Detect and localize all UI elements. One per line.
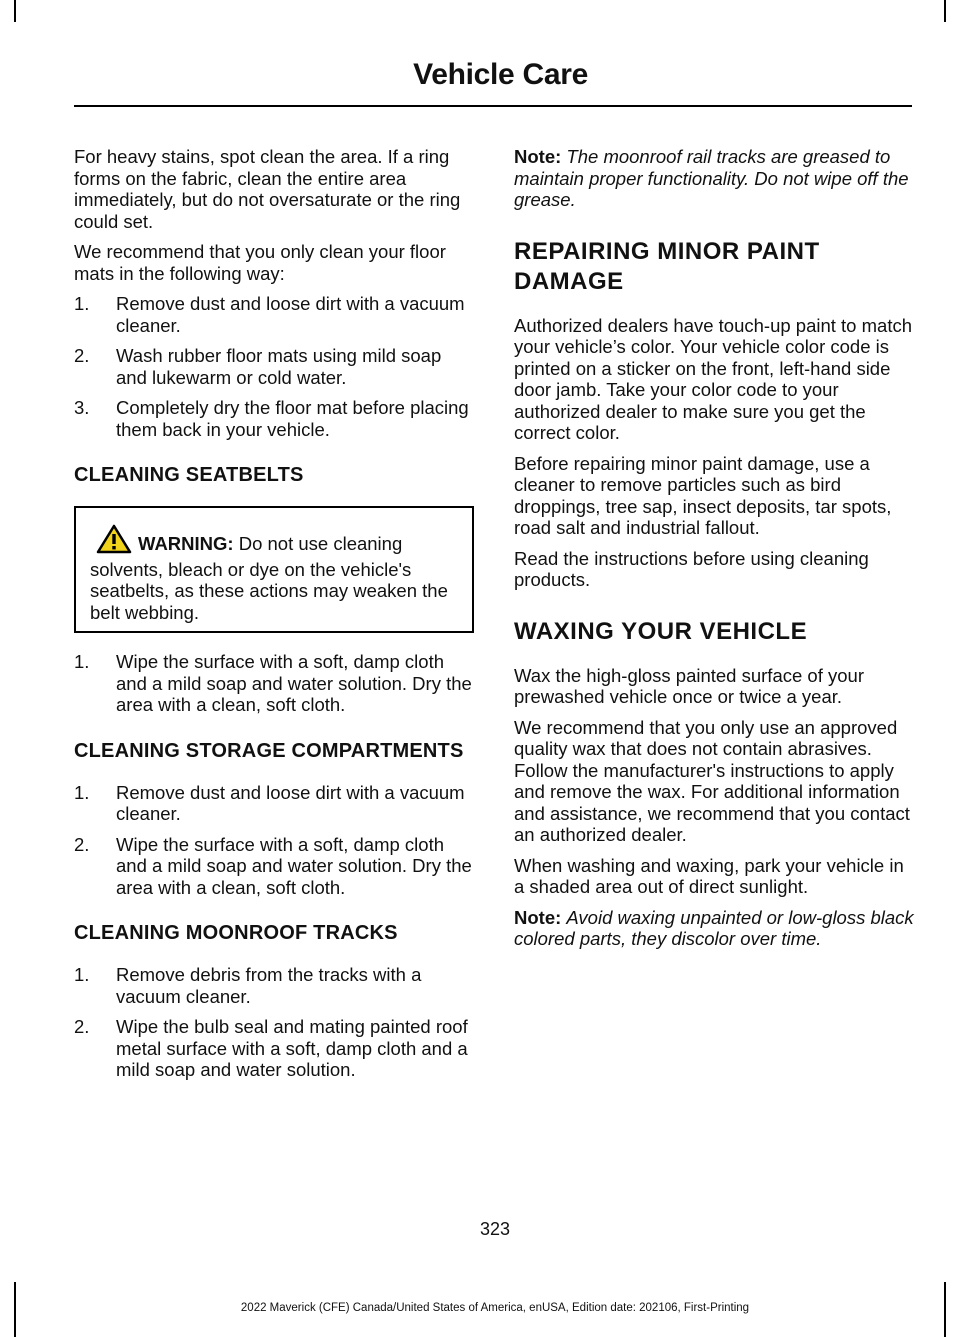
note-label: Note: [514, 906, 562, 928]
list-item [74, 834, 474, 899]
list-item [74, 345, 474, 388]
floor-mat-steps [74, 293, 474, 440]
section-heading-paint: REPAIRING MINOR PAINT DAMAGE [514, 237, 820, 295]
section-heading-moonroof: CLEANING MOONROOF TRACKS [74, 922, 398, 944]
step-text: Remove dust and loose dirt with a vacuum cleaner. [116, 293, 465, 336]
moonroof-steps [74, 964, 474, 1081]
step-number: 1. [74, 293, 90, 314]
list-item [74, 651, 474, 716]
right-column [514, 146, 914, 959]
note-waxing [514, 907, 914, 950]
list-item [74, 782, 474, 825]
step-text: Wash rubber floor mats using mild soap and lukewarm or cold water. [116, 345, 442, 388]
warning-box [74, 506, 474, 633]
page-header-title: Vehicle Care [413, 58, 588, 91]
step-number: 1. [74, 964, 90, 985]
list-item [74, 1016, 474, 1081]
note-moonroof [514, 146, 914, 211]
page-number: 323 [479, 1219, 511, 1239]
left-column [74, 146, 474, 1091]
step-text: Wipe the bulb seal and mating painted roof metal surface with a soft, damp cloth and a mild soap and water solution. [116, 1016, 468, 1080]
crop-mark-top-right [944, 0, 946, 22]
paint-paragraph-2: Before repairing minor paint damage, use a cleaner to remove particles such as bird droppings, tree sap, insect deposits, tar spots, road salt and industrial fallout. [514, 452, 892, 538]
note-label: Note: [514, 146, 562, 167]
edition-footer: 2022 Maverick (CFE) Canada/United States of America, enUSA, Edition date: 202106, First-Printing [240, 1302, 750, 1314]
step-text: Remove dust and loose dirt with a vacuum cleaner. [116, 781, 465, 824]
step-number: 2. [74, 345, 90, 366]
seatbelt-steps [74, 651, 474, 716]
list-item [74, 964, 474, 1007]
paint-paragraph-3: Read the instructions before using cleaning products. [514, 547, 869, 590]
section-heading-seatbelts: CLEANING SEATBELTS [74, 464, 304, 486]
wax-paragraph-2: We recommend that you only use an approved quality wax that does not contain abrasives. Follow the manufacturer's instructions to apply and remove the wax. For additional information and assistance, we recommend that you contact an authorized dealer. [514, 716, 910, 845]
wax-paragraph-1: Wax the high-gloss painted surface of your prewashed vehicle once or twice a year. [514, 664, 864, 707]
step-number: 1. [74, 781, 90, 803]
step-text: Wipe the surface with a soft, damp cloth and a mild soap and water solution. Dry the area with a clean, soft cloth. [116, 833, 472, 898]
floor-mats-paragraph: We recommend that you only clean your floor mats in the following way: [74, 241, 446, 284]
warning-label: WARNING: [138, 533, 234, 554]
note-text: The moonroof rail tracks are greased to maintain proper functionality. Do not wipe off the grease. [514, 146, 909, 210]
crop-mark-top-left [14, 0, 16, 22]
warning-triangle-icon [96, 524, 132, 559]
step-number: 2. [74, 1016, 90, 1037]
paint-paragraph-1: Authorized dealers have touch-up paint to match your vehicle’s color. Your vehicle color code is printed on a sticker on the front, left-hand side door jamb. Take your color code to your authorized dealer to make sure you get the correct color. [514, 314, 912, 443]
list-item [74, 397, 474, 440]
step-number: 1. [74, 651, 90, 672]
header-divider [74, 105, 912, 107]
step-number: 2. [74, 833, 90, 855]
list-item [74, 293, 474, 336]
warning-text: Do not use cleaning solvents, bleach or dye on the vehicle's seatbelts, as these actions may weaken the belt webbing. [90, 533, 448, 623]
section-heading-waxing: WAXING YOUR VEHICLE [514, 617, 808, 645]
step-text: Remove debris from the tracks with a vacuum cleaner. [116, 964, 422, 1007]
section-heading-storage: CLEANING STORAGE COMPARTMENTS [74, 739, 464, 762]
wax-paragraph-3: When washing and waxing, park your vehicle in a shaded area out of direct sunlight. [514, 854, 904, 897]
step-text: Completely dry the floor mat before placing them back in your vehicle. [116, 397, 469, 440]
note-text: Avoid waxing unpainted or low-gloss black colored parts, they discolor over time. [514, 906, 914, 949]
step-text: Wipe the surface with a soft, damp cloth and a mild soap and water solution. Dry the area with a clean, soft cloth. [116, 651, 472, 715]
storage-steps [74, 782, 474, 899]
intro-paragraph: For heavy stains, spot clean the area. If a ring forms on the fabric, clean the entire area immediately, but do not oversaturate or the ring could set. [74, 146, 461, 232]
step-number: 3. [74, 397, 90, 418]
